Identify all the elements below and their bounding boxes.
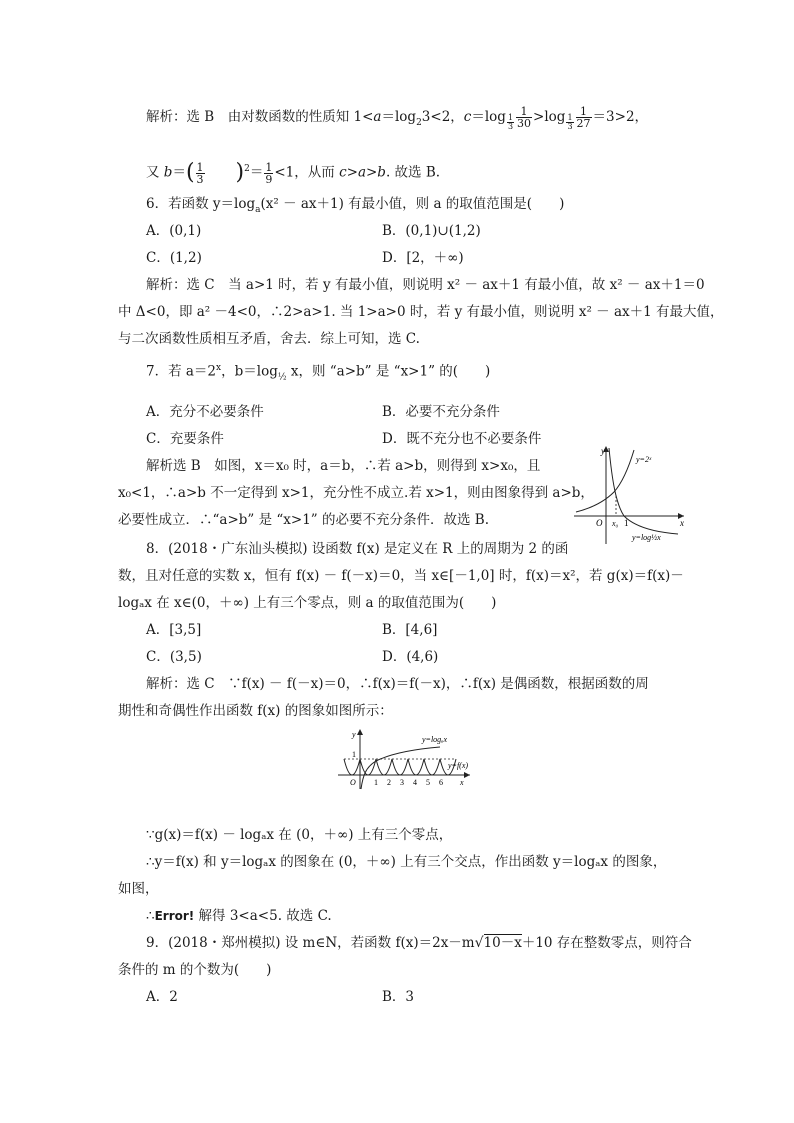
q7-option-c: C．充要条件 <box>146 431 224 447</box>
text: 7．若 a＝2 <box>146 363 217 380</box>
fraction <box>196 162 205 185</box>
tick-6: 6 <box>439 778 443 787</box>
x-axis-arrow <box>464 772 470 778</box>
q5-solution-line-1 <box>146 106 648 132</box>
q7-option-d: D．既不充分也不必要条件 <box>382 431 542 447</box>
text: 6．若函数 y＝log <box>146 196 256 212</box>
fraction <box>566 114 573 131</box>
q8-stem-line-1: 8．(2018・广东汕头模拟) 设函数 f(x) 是定义在 R 上的周期为 2 的函 <box>146 541 569 557</box>
log-label: y=log½x <box>632 533 661 542</box>
q6-solution-line-1: 解析：选 C 当 a>1 时，若 y 有最小值，则说明 x² － ax＋1 有最小值，故 x² － ax＋1＝0 <box>146 277 705 293</box>
exp-label: y=2ˣ <box>636 455 652 464</box>
text: <1，从而 <box>274 164 340 181</box>
text: 解析：选 B 由对数函数的性质知 1< <box>146 109 374 125</box>
log-label: y=logₐx <box>422 735 448 744</box>
fraction <box>576 106 592 129</box>
text: 1 <box>507 113 514 122</box>
text: 30 <box>517 117 532 130</box>
text: 3 <box>567 122 573 131</box>
tick-2: 2 <box>387 778 391 787</box>
text: 1 <box>265 160 273 174</box>
radical-sign: √ <box>474 935 484 951</box>
q7-solution-line-3: 必要性成立．∴“a>b” 是 “x>1” 的必要不充分条件．故选 B. <box>118 512 489 528</box>
text: 3 <box>196 172 204 186</box>
q8-stem-line-2: 数，且对任意的实数 x，恒有 f(x) － f(－x)＝0，当 x∈[－1,0] 时，f(x)＝x²，若 g(x)＝f(x)－ <box>118 568 684 584</box>
q8-option-c: C．(3,5) <box>146 649 202 665</box>
x-label: x <box>680 518 684 528</box>
x-label: x <box>460 778 464 787</box>
q7-option-a: A．充分不必要条件 <box>146 404 264 420</box>
y-label: y <box>601 446 605 456</box>
q9-stem-line-1 <box>146 934 692 952</box>
origin-label: O <box>596 518 603 528</box>
text: a <box>255 205 261 215</box>
one-y-label: 1 <box>352 750 356 759</box>
text: 1 <box>567 113 573 122</box>
tick-4: 4 <box>413 778 417 787</box>
q6-option-c: C．(1,2) <box>146 250 202 266</box>
paren: ) <box>235 160 245 185</box>
origin-label: O <box>350 778 356 787</box>
fraction <box>516 106 532 129</box>
q6-option-b: B．(0,1)∪(1,2) <box>382 223 481 239</box>
tick-1: 1 <box>374 778 378 787</box>
paren: ( <box>185 160 195 185</box>
text: 2 <box>416 118 422 128</box>
text: x <box>216 363 222 373</box>
q9-option-a: A．2 <box>146 989 178 1005</box>
text: ＋10 存在整数零点，则符合 <box>521 935 692 951</box>
q8-solution-line-5: 如图， <box>118 881 159 897</box>
q6-solution-line-2: 中 Δ<0，即 a² －4<0，∴2>a>1. 当 1>a>0 时，若 y 有最小值，则说明 x² － ax＋1 有最大值， <box>118 304 724 320</box>
y-label: y <box>352 730 356 739</box>
text: b <box>163 164 173 181</box>
q9-option-b: B．3 <box>382 989 415 1005</box>
one-label: 1 <box>624 518 629 528</box>
q8-solution-line-1: 解析：选 C ∵f(x) － f(－x)＝0，∴f(x)＝f(－x)，∴f(x) 是偶函数，根据函数的周 <box>146 676 649 692</box>
text: 又 <box>146 164 164 181</box>
q7-option-b: B．必要不充分条件 <box>382 404 500 420</box>
text: 3<2， <box>421 109 464 125</box>
q7-figure-exp-log <box>572 440 692 550</box>
q8-figure-periodic <box>336 727 476 791</box>
q8-solution-line-3: ∵g(x)＝f(x) － logₐx 在 (0，＋∞) 上有三个零点， <box>146 827 453 843</box>
text: 1 <box>576 106 592 118</box>
q5-solution-line-2 <box>146 160 440 185</box>
text: (x² － ax＋1) 有最小值，则 a 的取值范围是( ) <box>260 196 565 212</box>
text: ＝ <box>249 164 264 181</box>
text: 2 <box>244 164 250 174</box>
text: >log <box>533 109 566 125</box>
text: ，b＝log <box>221 363 278 380</box>
text: ½ <box>277 372 287 383</box>
q8-option-a: A．[3,5] <box>146 622 202 638</box>
error-text: Error! <box>154 909 195 923</box>
text: c>a>b <box>339 164 386 181</box>
text: 27 <box>576 117 591 130</box>
y-axis-arrow <box>357 729 363 735</box>
text: 3 <box>507 122 514 131</box>
q9-stem-line-2: 条件的 m 的个数为( ) <box>118 962 272 978</box>
periodic-curve <box>344 759 456 775</box>
text: ∴ <box>146 908 155 924</box>
text: 9．(2018・郑州模拟) 设 m∈N，若函数 f(x)＝2x－m <box>146 935 475 951</box>
text: 9 <box>265 172 273 186</box>
fraction <box>264 162 273 185</box>
text: ＝log <box>381 109 417 125</box>
q8-stem-line-3: logₐx 在 x∈(0，＋∞) 上有三个零点，则 a 的取值范围为( ) <box>118 595 497 611</box>
q6-stem <box>146 195 564 219</box>
q6-solution-line-3: 与二次函数性质相互矛盾，舍去．综上可知，选 C. <box>118 331 420 347</box>
f-label: y=f(x) <box>448 761 469 770</box>
exp-curve <box>576 450 634 512</box>
tick-3: 3 <box>400 778 404 787</box>
text: c <box>463 109 472 125</box>
q6-option-a: A．(0,1) <box>146 223 202 239</box>
text: ＝ <box>172 164 186 181</box>
q7-solution-line-2: x₀<1，∴a>b 不一定得到 x>1，充分性不成立.若 x>1，则由图象得到 a>b， <box>118 485 594 501</box>
text: a <box>373 109 382 125</box>
q8-solution-line-6 <box>146 907 332 925</box>
text: ＝log <box>471 109 506 125</box>
q8-solution-line-4: ∴y＝f(x) 和 y＝logₐx 的图象在 (0，＋∞) 上有三个交点，作出函数 y＝logₐx 的图象， <box>146 854 667 870</box>
q8-option-d: D．(4,6) <box>382 649 439 665</box>
q6-option-d: D．[2，＋∞) <box>382 250 464 266</box>
q8-option-b: B．[4,6] <box>382 622 438 638</box>
q8-solution-line-2: 期性和奇偶性作出函数 f(x) 的图象如图所示： <box>118 703 393 719</box>
text: 1 <box>516 106 532 118</box>
tick-5: 5 <box>426 778 430 787</box>
text: . 故选 B. <box>385 164 441 181</box>
q7-stem <box>146 359 490 387</box>
radicand: 10－x <box>483 935 522 951</box>
text: 解得 3<a<5. 故选 C. <box>194 908 332 924</box>
q7-solution-line-1: 解析选 B 如图，x＝x₀ 时，a＝b，∴若 a>b，则得到 x>x₀，且 <box>146 458 541 474</box>
text: ＝3>2， <box>592 109 649 125</box>
text: x，则 “a>b” 是 “x>1” 的( ) <box>286 363 491 380</box>
x0-label: x₀ <box>612 519 619 528</box>
fraction <box>507 114 514 131</box>
text: 1 <box>196 160 204 174</box>
